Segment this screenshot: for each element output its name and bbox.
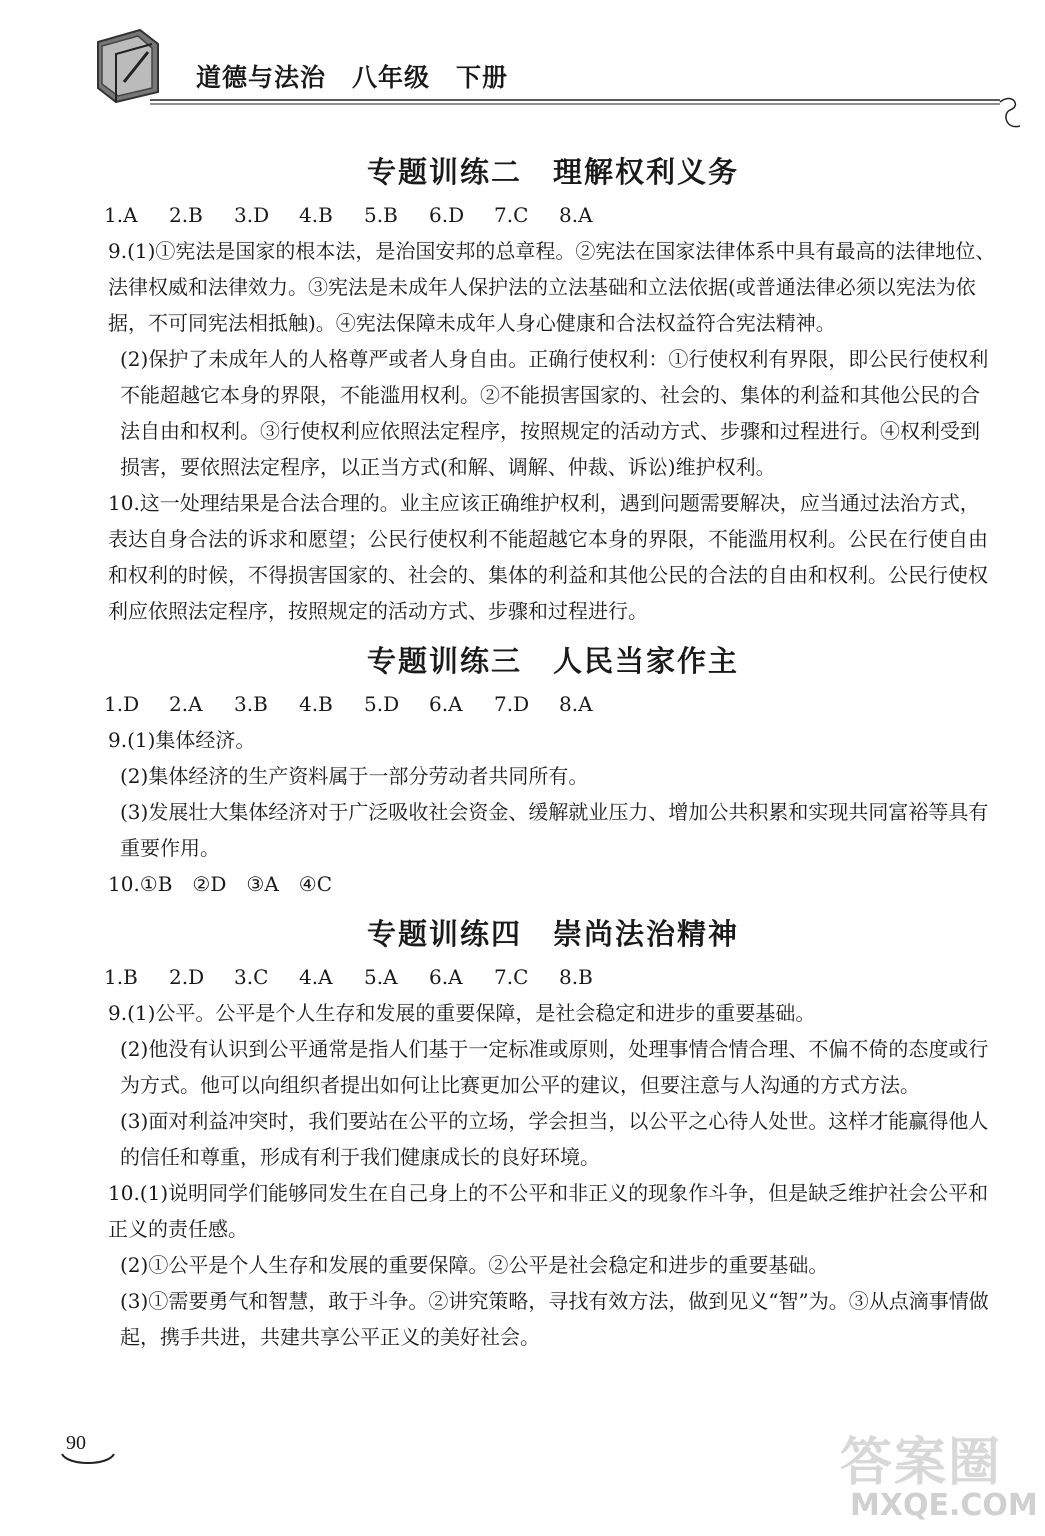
watermark: 答案圈 xyxy=(840,1433,1003,1493)
book-icon xyxy=(88,22,166,104)
mc-answer: 4.A xyxy=(299,965,333,989)
section-title: 专题训练二 理解权利义务 xyxy=(366,155,739,189)
answer-paragraph: (2)他没有认识到公平通常是指人们基于一定标准或原则，处理事情合情合理、不偏不倚的态度或行为方式。他可以向组织者提出如何让比赛更加公平的建议，但要注意与人沟通的方式方法。 xyxy=(120,1037,989,1097)
multiple-choice-answers xyxy=(104,203,998,227)
mc-answer: 5.D xyxy=(364,692,400,716)
mc-answer: 8.A xyxy=(559,203,593,227)
mc-answer: 1.A xyxy=(104,203,138,227)
multiple-choice-answers xyxy=(104,965,998,989)
answer-paragraph: (3)①需要勇气和智慧，敢于斗争。②讲究策略，寻找有效方法，做到见义“智”为。③从点滴事情做起，携手共进，共建共享公平正义的美好社会。 xyxy=(120,1289,989,1349)
mc-answer: 6.A xyxy=(429,692,463,716)
section-title: 专题训练三 人民当家作主 xyxy=(366,644,739,678)
mc-answer: 4.B xyxy=(299,203,333,227)
answer-paragraph: (3)面对利益冲突时，我们要站在公平的立场，学会担当，以公平之心待人处世。这样才能赢得他人的信任和尊重，形成有利于我们健康成长的良好环境。 xyxy=(120,1109,989,1169)
mc-answer: 7.C xyxy=(494,203,529,227)
answer-paragraph: 9.(1)①宪法是国家的根本法，是治国安邦的总章程。②宪法在国家法律体系中具有最高的法律地位、法律权威和法律效力。③宪法是未成年人保护法的立法基础和立法依据(或普通法律必须以宪法为依据，不可同宪法相抵触)。④宪法保障未成年人身心健康和合法权益符合宪法精神。 xyxy=(108,239,996,335)
mc-answer: 2.D xyxy=(169,965,205,989)
mc-answer: 8.A xyxy=(559,692,593,716)
mc-answer: 2.A xyxy=(169,692,203,716)
answer-paragraph: (2)集体经济的生产资料属于一部分劳动者共同所有。 xyxy=(120,764,589,788)
mc-answer: 1.D xyxy=(104,692,140,716)
section-title: 专题训练四 崇尚法治精神 xyxy=(366,917,739,951)
mc-answer: 6.D xyxy=(429,203,465,227)
mc-answer: 3.C xyxy=(234,965,269,989)
answer-paragraph: 9.(1)公平。公平是个人生存和发展的重要保障，是社会稳定和进步的重要基础。 xyxy=(108,1001,816,1025)
answer-paragraph: (3)发展壮大集体经济对于广泛吸收社会资金、缓解就业压力、增加公共积累和实现共同富裕等具有重要作用。 xyxy=(120,800,989,860)
mc-answer: 1.B xyxy=(104,965,138,989)
mc-answer: 5.A xyxy=(364,965,398,989)
mc-answer: 7.C xyxy=(494,965,529,989)
answer-paragraph: (2)①公平是个人生存和发展的重要保障。②公平是社会稳定和进步的重要基础。 xyxy=(120,1253,829,1277)
section-people-masters xyxy=(104,639,998,902)
answer-paragraph: 10.这一处理结果是合法合理的。业主应该正确维护权利，遇到问题需要解决，应当通过法治方式，表达自身合法的诉求和愿望；公民行使权利不能超越它本身的界限，不能滥用权利。公民在行使自由和权利的时候，不得损害国家的、社会的、集体的利益和其他公民的合法的自由和权利。公民行使权利应依照法定程序，按照规定的活动方式、步骤和过程进行。 xyxy=(108,491,988,623)
watermark-url: MXQE.COM xyxy=(850,1488,1038,1523)
section-rights-duties xyxy=(104,150,998,629)
header-title: 道德与法治 八年级 下册 xyxy=(196,63,509,92)
multiple-choice-answers xyxy=(104,692,998,716)
mc-answer: 8.B xyxy=(559,965,593,989)
answer-content xyxy=(104,140,998,1355)
mc-answer: 5.B xyxy=(364,203,398,227)
page-number: 90 xyxy=(66,1432,86,1454)
mc-answer: 6.A xyxy=(429,965,463,989)
mc-answer: 3.B xyxy=(234,692,268,716)
mc-answer: 4.B xyxy=(299,692,333,716)
answer-paragraph: 9.(1)集体经济。 xyxy=(108,728,256,752)
mc-answer: 7.D xyxy=(494,692,530,716)
section-rule-of-law xyxy=(104,912,998,1355)
mc-answer: 2.B xyxy=(169,203,203,227)
header-rule-decoration xyxy=(150,96,1030,136)
answer-paragraph: 10.(1)说明同学们能够同发生在自己身上的不公平和非正义的现象作斗争，但是缺乏维护社会公平和正义的责任感。 xyxy=(108,1181,989,1241)
page-header xyxy=(0,0,1045,120)
mc-answer: 3.D xyxy=(234,203,270,227)
answer-paragraph: 10.①B ②D ③A ④C xyxy=(108,872,333,896)
answer-paragraph: (2)保护了未成年人的人格尊严或者人身自由。正确行使权利：①行使权利有界限，即公民行使权利不能超越它本身的界限，不能滥用权利。②不能损害国家的、社会的、集体的利益和其他公民的合法自由和权利。③行使权利应依照法定程序，按照规定的活动方式、步骤和过程进行。④权利受到损害，要依照法定程序，以正当方式(和解、调解、仲裁、诉讼)维护权利。 xyxy=(120,347,989,479)
